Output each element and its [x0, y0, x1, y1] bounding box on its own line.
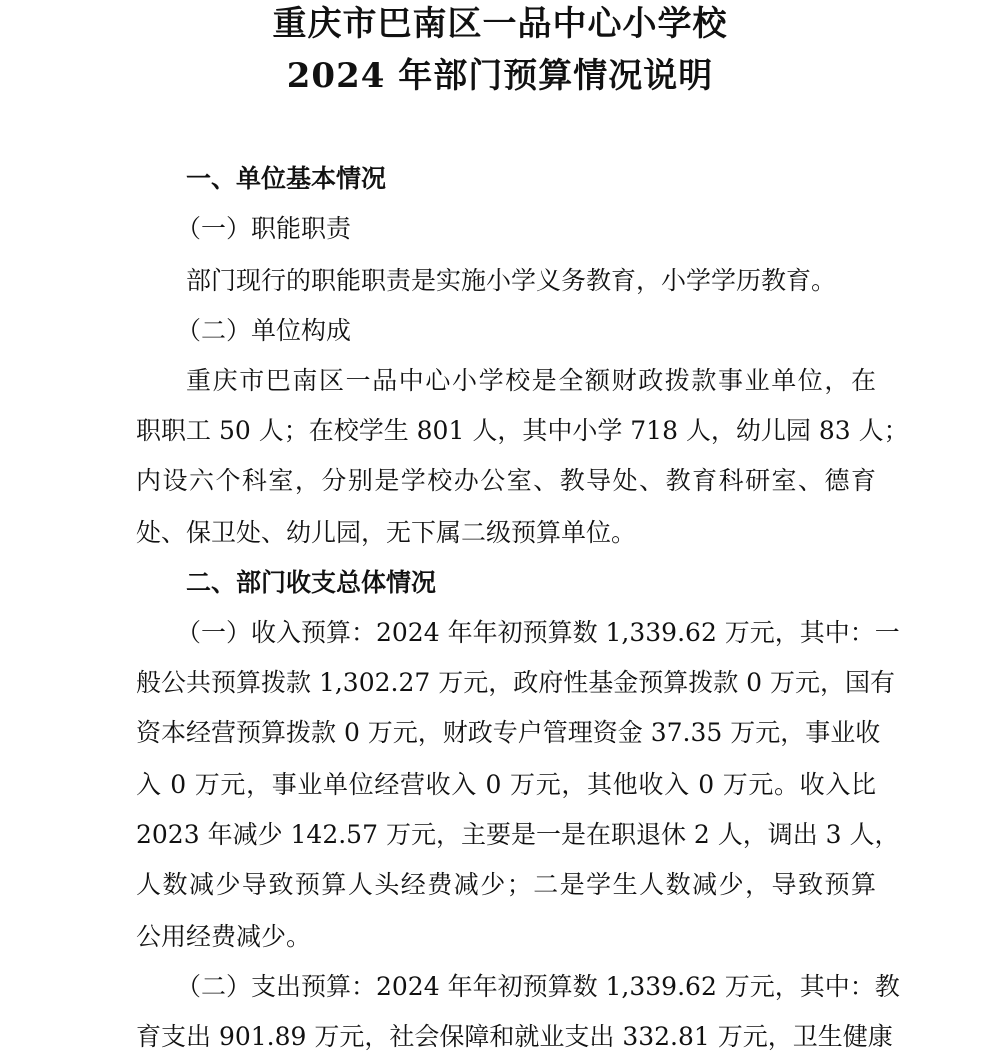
subheading-functions: （一）职能职责 [176, 214, 352, 243]
document-title-line2: 2024 年部门预算情况说明 [286, 56, 714, 96]
document-title-line1: 重庆市巴南区一品中心小学校 [272, 4, 728, 44]
paragraph-income-line: （一）收入预算：2024 年年初预算数 1,339.62 万元，其中：一 [176, 618, 900, 647]
paragraph-income-line: 入 0 万元，事业单位经营收入 0 万元，其他收入 0 万元。收入比 [136, 770, 876, 799]
paragraph-composition-line: 职职工 50 人；在校学生 801 人，其中小学 718 人，幼儿园 83 人； [136, 416, 909, 445]
paragraph-functions: 部门现行的职能职责是实施小学义务教育，小学学历教育。 [186, 266, 837, 295]
paragraph-income-line: 人数减少导致预算人头经费减少；二是学生人数减少，导致预算 [136, 870, 876, 899]
paragraph-income-line: 2023 年减少 142.57 万元，主要是一是在职退休 2 人，调出 3 人， [136, 820, 900, 849]
section-heading-budget-overview: 二、部门收支总体情况 [186, 568, 437, 597]
paragraph-income-line: 资本经营预算拨款 0 万元，财政专户管理资金 37.35 万元，事业收 [136, 718, 881, 747]
paragraph-composition-line: 处、保卫处、幼儿园，无下属二级预算单位。 [136, 518, 637, 547]
paragraph-composition-line: 内设六个科室，分别是学校办公室、教导处、教育科研室、德育 [136, 466, 876, 495]
paragraph-expense-line: （二）支出预算：2024 年年初预算数 1,339.62 万元，其中：教 [176, 972, 900, 1001]
section-heading-unit-basics: 一、单位基本情况 [186, 164, 387, 193]
paragraph-income-line: 公用经费减少。 [136, 922, 312, 951]
paragraph-composition-line: 重庆市巴南区一品中心小学校是全额财政拨款事业单位，在 [186, 366, 876, 395]
paragraph-income-line: 般公共预算拨款 1,302.27 万元，政府性基金预算拨款 0 万元，国有 [136, 668, 896, 697]
subheading-composition: （二）单位构成 [176, 316, 352, 345]
paragraph-expense-line: 育支出 901.89 万元，社会保障和就业支出 332.81 万元，卫生健康 [136, 1022, 893, 1051]
